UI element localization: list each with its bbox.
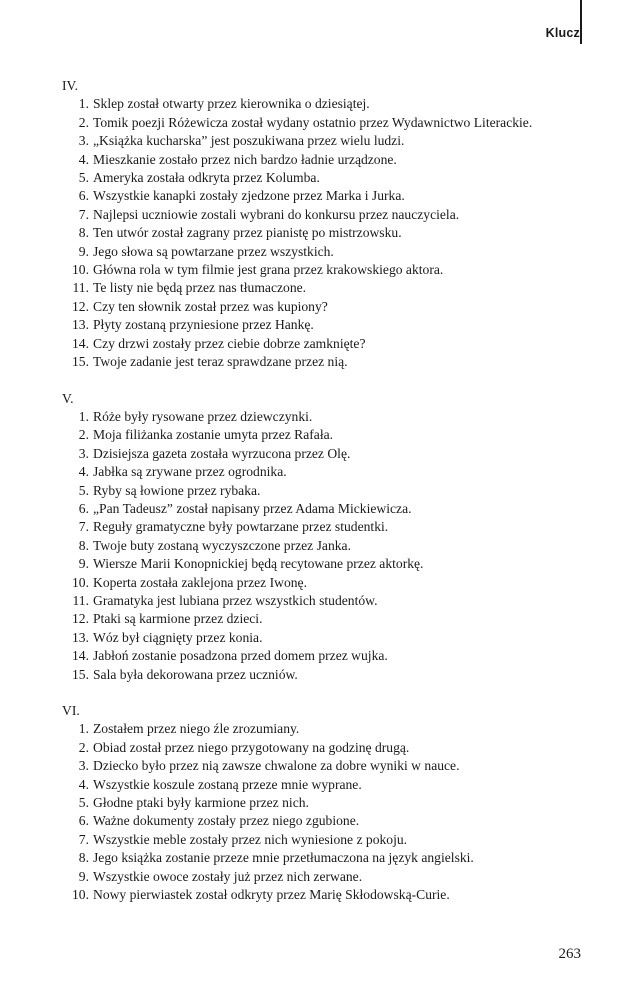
answer-item: [60, 243, 600, 261]
item-text: Ryby są łowione przez rybaka.: [93, 482, 261, 498]
item-text: Obiad został przez niego przygotowany na godzinę drugą.: [93, 739, 410, 755]
item-number: 7.: [78, 831, 89, 847]
answer-item: [60, 666, 600, 684]
answer-item: [60, 647, 600, 665]
item-number: 14.: [72, 335, 89, 351]
item-text: Wszystkie meble zostały przez nich wyniesione z pokoju.: [93, 831, 408, 847]
item-text: Jego książka zostanie przeze mnie przetłumaczona na język angielski.: [93, 850, 474, 866]
answer-item: [60, 445, 600, 463]
item-text: Ptaki są karmione przez dzieci.: [93, 611, 263, 627]
answer-item: [60, 812, 600, 830]
answer-list: [60, 720, 600, 904]
answer-item: [60, 537, 600, 555]
item-number: 6.: [78, 188, 89, 204]
item-number: 11.: [72, 592, 89, 608]
item-text: Dzisiejsza gazeta została wyrzucona przez Olę.: [93, 445, 351, 461]
item-text: Wóz był ciągnięty przez konia.: [93, 629, 263, 645]
item-text: Gramatyka jest lubiana przez wszystkich studentów.: [93, 592, 378, 608]
answer-item: [60, 794, 600, 812]
item-text: Moja filiżanka zostanie umyta przez Rafała.: [93, 427, 334, 443]
section-heading: VI.: [62, 703, 80, 718]
item-number: 5.: [78, 482, 89, 498]
answer-item: [60, 187, 600, 205]
answer-item: [60, 739, 600, 757]
answer-item: [60, 151, 600, 169]
item-text: Nowy pierwiastek został odkryty przez Marię Skłodowską-Curie.: [93, 887, 450, 903]
item-number: 14.: [72, 648, 89, 664]
answer-item: [60, 720, 600, 738]
item-text: Ameryka została odkryta przez Kolumba.: [93, 170, 320, 186]
item-number: 15.: [72, 666, 89, 682]
sections-container: [60, 77, 600, 904]
answer-item: [60, 463, 600, 481]
item-number: 9.: [78, 556, 89, 572]
answer-item: [60, 169, 600, 187]
item-text: Wszystkie owoce zostały już przez nich zerwane.: [93, 868, 363, 884]
answer-item: [60, 574, 600, 592]
section-heading: V.: [62, 390, 74, 406]
exercise-section: [60, 702, 600, 904]
answer-item: [60, 886, 600, 904]
item-text: „Pan Tadeusz” został napisany przez Adama Mickiewicza.: [93, 500, 412, 516]
item-text: „Książka kucharska” jest poszukiwana przez wielu ludzi.: [93, 133, 405, 149]
item-number: 1.: [78, 96, 89, 112]
item-number: 8.: [78, 225, 89, 241]
header-rule: [580, 0, 582, 44]
page-number: 263: [558, 946, 581, 962]
item-number: 5.: [78, 170, 89, 186]
answer-item: [60, 629, 600, 647]
item-number: 6.: [78, 500, 89, 516]
item-text: Wiersze Marii Konopnickiej będą recytowane przez aktorkę.: [93, 556, 424, 572]
item-text: Najlepsi uczniowie zostali wybrani do konkursu przez nauczyciela.: [93, 206, 460, 222]
item-number: 1.: [78, 408, 89, 424]
item-number: 13.: [72, 629, 89, 645]
answer-key-content: [60, 77, 600, 922]
item-text: Sala była dekorowana przez uczniów.: [93, 666, 298, 682]
item-text: Ważne dokumenty zostały przez niego zgubione.: [93, 813, 360, 829]
answer-item: [60, 353, 600, 371]
item-number: 11.: [72, 280, 89, 296]
item-text: Jabłoń zostanie posadzona przed domem przez wujka.: [93, 648, 388, 664]
item-text: Jego słowa są powtarzane przez wszystkich.: [93, 243, 334, 259]
item-number: 9.: [78, 243, 89, 259]
answer-item: [60, 831, 600, 849]
item-number: 3.: [78, 758, 89, 774]
item-number: 10.: [72, 574, 89, 590]
answer-item: [60, 610, 600, 628]
answer-item: [60, 868, 600, 886]
item-text: Róże były rysowane przez dziewczynki.: [93, 408, 313, 424]
item-number: 7.: [78, 519, 89, 535]
item-text: Twoje zadanie jest teraz sprawdzane przez nią.: [93, 354, 348, 370]
answer-item: [60, 776, 600, 794]
item-text: Sklep został otwarty przez kierownika o dziesiątej.: [93, 96, 370, 112]
answer-item: [60, 316, 600, 334]
item-text: Koperta została zaklejona przez Iwonę.: [93, 574, 307, 590]
item-text: Dziecko było przez nią zawsze chwalone za dobre wyniki w nauce.: [93, 758, 460, 774]
answer-item: [60, 261, 600, 279]
exercise-section: [60, 390, 600, 685]
item-number: 5.: [78, 795, 89, 811]
item-text: Zostałem przez niego źle zrozumiany.: [93, 721, 300, 737]
item-text: Mieszkanie zostało przez nich bardzo ładnie urządzone.: [93, 151, 397, 167]
item-number: 8.: [78, 537, 89, 553]
item-number: 4.: [78, 464, 89, 480]
running-header: Klucz: [545, 26, 580, 40]
item-number: 7.: [78, 206, 89, 222]
item-number: 2.: [78, 739, 89, 755]
item-number: 6.: [78, 813, 89, 829]
item-text: Wszystkie koszule zostaną przeze mnie wyprane.: [93, 776, 362, 792]
item-text: Twoje buty zostaną wyczyszczone przez Janka.: [93, 537, 351, 553]
item-text: Głodne ptaki były karmione przez nich.: [93, 795, 309, 811]
answer-item: [60, 114, 600, 132]
item-number: 9.: [78, 868, 89, 884]
item-number: 12.: [72, 298, 89, 314]
answer-item: [60, 592, 600, 610]
answer-item: [60, 335, 600, 353]
answer-item: [60, 95, 600, 113]
answer-item: [60, 555, 600, 573]
item-number: 2.: [78, 114, 89, 130]
item-text: Wszystkie kanapki zostały zjedzone przez Marka i Jurka.: [93, 188, 405, 204]
item-text: Płyty zostaną przyniesione przez Hankę.: [93, 317, 314, 333]
answer-item: [60, 408, 600, 426]
item-number: 15.: [72, 354, 89, 370]
item-text: Reguły gramatyczne były powtarzane przez studentki.: [93, 519, 389, 535]
item-number: 4.: [78, 151, 89, 167]
answer-item: [60, 132, 600, 150]
item-text: Czy ten słownik został przez was kupiony?: [93, 298, 328, 314]
answer-list: [60, 95, 600, 371]
item-number: 1.: [78, 721, 89, 737]
item-number: 3.: [78, 133, 89, 149]
item-number: 8.: [78, 850, 89, 866]
item-text: Jabłka są zrywane przez ogrodnika.: [93, 464, 287, 480]
answer-item: [60, 224, 600, 242]
answer-item: [60, 206, 600, 224]
item-text: Te listy nie będą przez nas tłumaczone.: [93, 280, 307, 296]
answer-item: [60, 279, 600, 297]
answer-item: [60, 298, 600, 316]
item-text: Główna rola w tym filmie jest grana przez krakowskiego aktora.: [93, 262, 444, 278]
answer-item: [60, 518, 600, 536]
item-number: 4.: [78, 776, 89, 792]
answer-item: [60, 500, 600, 518]
item-number: 13.: [72, 317, 89, 333]
answer-item: [60, 426, 600, 444]
item-text: Ten utwór został zagrany przez pianistę po mistrzowsku.: [93, 225, 402, 241]
item-number: 10.: [72, 262, 89, 278]
answer-list: [60, 408, 600, 684]
answer-item: [60, 849, 600, 867]
item-number: 2.: [78, 427, 89, 443]
exercise-section: [60, 77, 600, 372]
item-number: 12.: [72, 611, 89, 627]
item-number: 3.: [78, 445, 89, 461]
item-number: 10.: [72, 887, 89, 903]
answer-item: [60, 757, 600, 775]
answer-item: [60, 482, 600, 500]
section-heading: IV.: [62, 78, 78, 93]
item-text: Tomik poezji Różewicza został wydany ostatnio przez Wydawnictwo Literackie.: [93, 114, 533, 130]
item-text: Czy drzwi zostały przez ciebie dobrze zamknięte?: [93, 335, 366, 351]
